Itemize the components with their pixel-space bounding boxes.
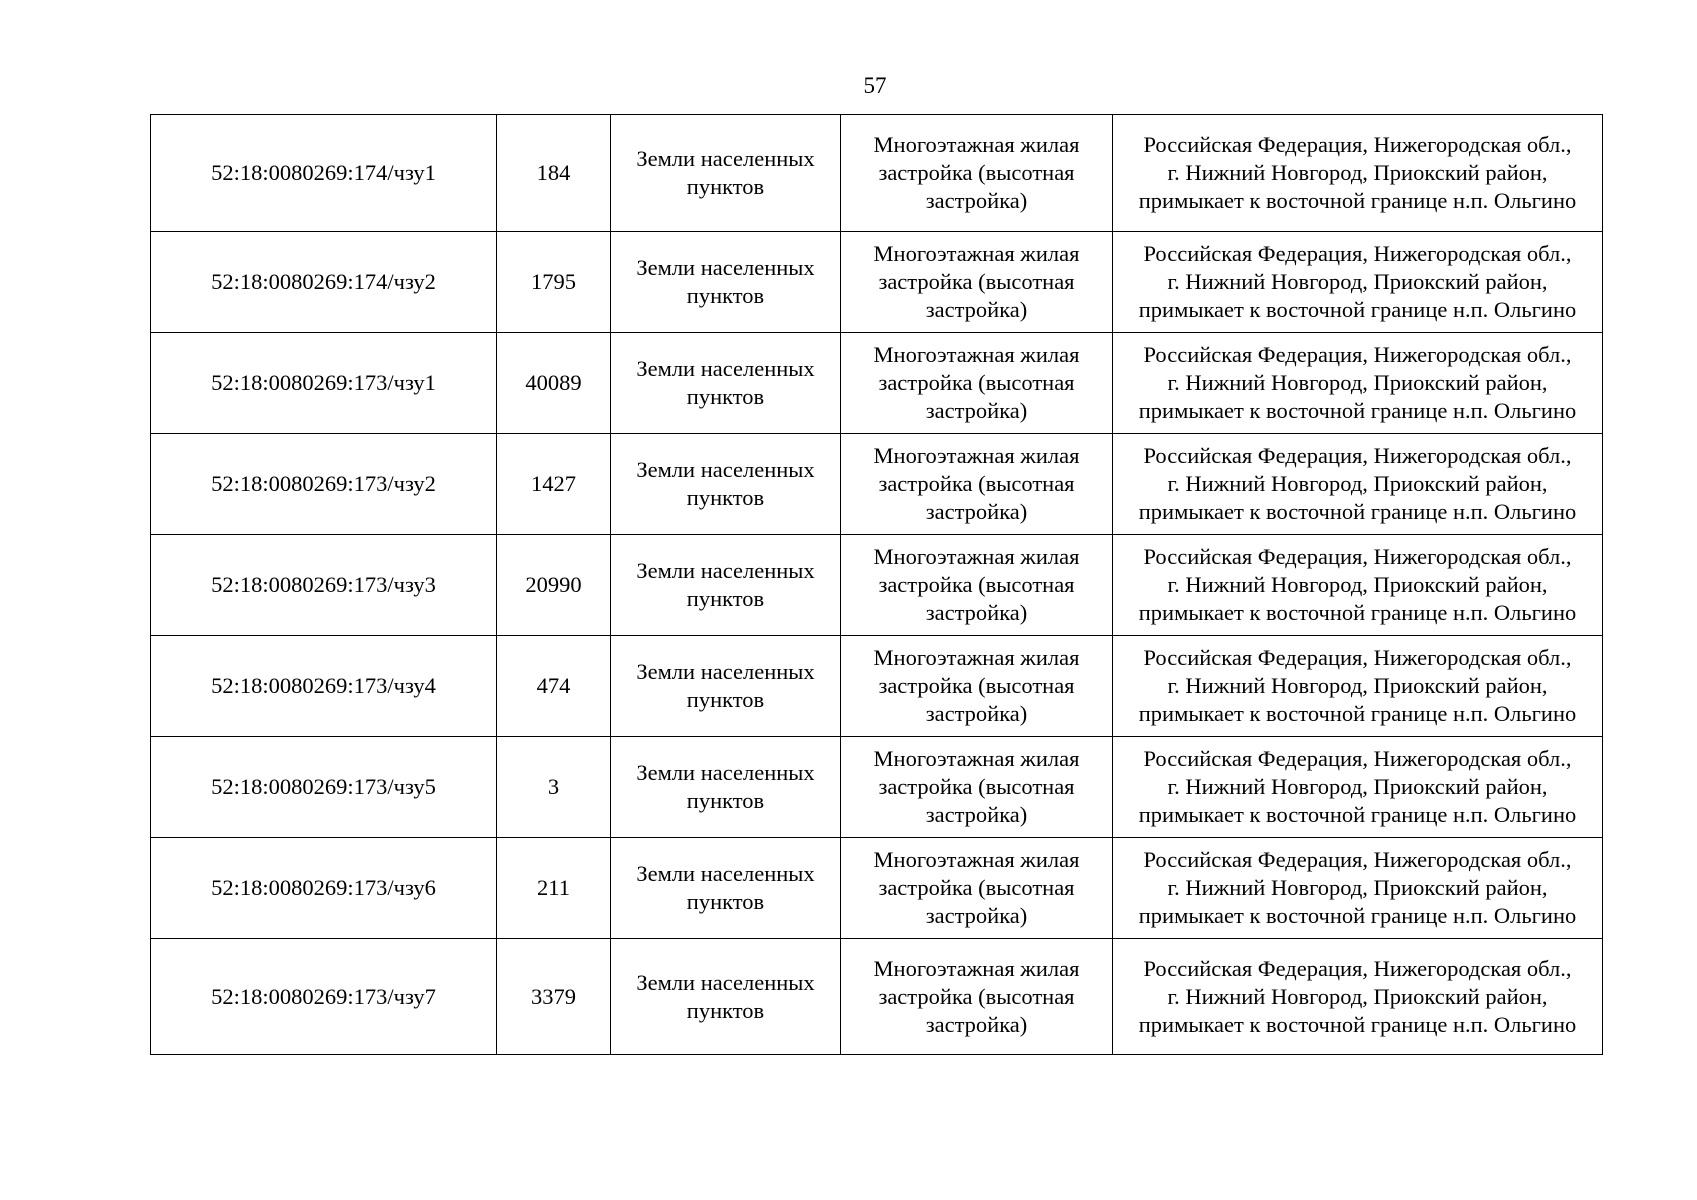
location-line: примыкает к восточной границе н.п. Ольгино — [1138, 701, 1577, 726]
location-line: Российская Федерация, Нижегородская обл., — [1143, 746, 1572, 771]
location-line: г. Нижний Новгород, Приокский район, — [1167, 983, 1548, 1009]
area-cell: 1427 — [497, 434, 611, 535]
location-cell — [1113, 232, 1603, 333]
location-line: Российская Федерация, Нижегородская обл., — [1143, 443, 1572, 468]
category-line: Земли населенных — [636, 861, 815, 886]
use-line: застройка (высотная — [878, 673, 1075, 698]
category-line: пунктов — [686, 687, 765, 712]
use-cell — [841, 939, 1113, 1055]
use-line: Многоэтажная жилая — [873, 847, 1080, 872]
use-line: застройка) — [925, 499, 1028, 524]
use-line: застройка (высотная — [878, 875, 1075, 900]
location-cell — [1113, 333, 1603, 434]
area-cell: 3379 — [497, 939, 611, 1055]
table-row — [151, 115, 1603, 232]
use-line: Многоэтажная жилая — [873, 544, 1080, 569]
table-row — [151, 535, 1603, 636]
location-line: примыкает к восточной границе н.п. Ольгино — [1138, 600, 1577, 625]
plot-id-cell: 52:18:0080269:173/чзу3 — [151, 535, 497, 636]
use-line: застройка) — [925, 1011, 1028, 1037]
location-line: г. Нижний Новгород, Приокский район, — [1167, 160, 1548, 185]
location-cell — [1113, 939, 1603, 1055]
location-line: Российская Федерация, Нижегородская обл., — [1143, 544, 1572, 569]
use-line: застройка) — [925, 903, 1028, 928]
location-cell — [1113, 115, 1603, 232]
use-line: Многоэтажная жилая — [873, 645, 1080, 670]
plot-id-cell: 52:18:0080269:174/чзу2 — [151, 232, 497, 333]
category-cell — [611, 838, 841, 939]
table-row — [151, 737, 1603, 838]
category-cell — [611, 115, 841, 232]
use-line: Многоэтажная жилая — [873, 955, 1080, 981]
table-row — [151, 939, 1603, 1055]
area-cell: 184 — [497, 115, 611, 232]
location-cell — [1113, 636, 1603, 737]
use-cell — [841, 232, 1113, 333]
table-row — [151, 636, 1603, 737]
category-line: Земли населенных — [636, 457, 815, 482]
use-cell — [841, 737, 1113, 838]
use-cell — [841, 636, 1113, 737]
location-line: примыкает к восточной границе н.п. Ольгино — [1138, 903, 1577, 928]
area-cell: 1795 — [497, 232, 611, 333]
use-line: Многоэтажная жилая — [873, 342, 1080, 367]
use-line: застройка (высотная — [878, 774, 1075, 799]
location-cell — [1113, 838, 1603, 939]
category-cell — [611, 333, 841, 434]
category-line: пунктов — [686, 283, 765, 308]
location-line: г. Нижний Новгород, Приокский район, — [1167, 370, 1548, 395]
page-number: 57 — [863, 73, 887, 98]
table-row — [151, 838, 1603, 939]
use-line: застройка (высотная — [878, 370, 1075, 395]
location-cell — [1113, 434, 1603, 535]
location-line: г. Нижний Новгород, Приокский район, — [1167, 875, 1548, 900]
plot-id-cell: 52:18:0080269:173/чзу5 — [151, 737, 497, 838]
use-line: Многоэтажная жилая — [873, 746, 1080, 771]
use-line: застройка (высотная — [878, 471, 1075, 496]
plot-id-cell: 52:18:0080269:173/чзу7 — [151, 939, 497, 1055]
location-line: примыкает к восточной границе н.п. Ольгино — [1138, 802, 1577, 827]
category-line: пунктов — [686, 788, 765, 813]
plot-id-cell: 52:18:0080269:173/чзу4 — [151, 636, 497, 737]
use-line: застройка) — [925, 398, 1028, 423]
category-cell — [611, 434, 841, 535]
plot-id-cell: 52:18:0080269:173/чзу6 — [151, 838, 497, 939]
location-line: г. Нижний Новгород, Приокский район, — [1167, 673, 1548, 698]
plot-id-cell: 52:18:0080269:173/чзу2 — [151, 434, 497, 535]
category-cell — [611, 939, 841, 1055]
area-cell: 40089 — [497, 333, 611, 434]
category-line: Земли населенных — [636, 969, 815, 995]
land-plots-table — [150, 114, 1603, 1055]
use-cell — [841, 838, 1113, 939]
category-line: пунктов — [686, 889, 765, 914]
use-cell — [841, 434, 1113, 535]
use-line: застройка) — [925, 297, 1028, 322]
use-line: Многоэтажная жилая — [873, 443, 1080, 468]
location-line: Российская Федерация, Нижегородская обл., — [1143, 955, 1572, 981]
location-line: Российская Федерация, Нижегородская обл., — [1143, 847, 1572, 872]
area-cell: 211 — [497, 838, 611, 939]
use-line: застройка) — [925, 600, 1028, 625]
category-line: Земли населенных — [636, 356, 815, 381]
location-cell — [1113, 737, 1603, 838]
category-line: Земли населенных — [636, 558, 815, 583]
table-row — [151, 232, 1603, 333]
use-cell — [841, 115, 1113, 232]
location-line: г. Нижний Новгород, Приокский район, — [1167, 471, 1548, 496]
plot-id-cell: 52:18:0080269:174/чзу1 — [151, 115, 497, 232]
location-line: Российская Федерация, Нижегородская обл., — [1143, 132, 1572, 157]
location-line: Российская Федерация, Нижегородская обл., — [1143, 342, 1572, 367]
use-line: застройка) — [925, 701, 1028, 726]
use-line: застройка (высотная — [878, 160, 1075, 185]
category-line: пунктов — [686, 174, 765, 199]
location-line: примыкает к восточной границе н.п. Ольгино — [1138, 499, 1577, 524]
location-line: г. Нижний Новгород, Приокский район, — [1167, 269, 1548, 294]
location-line: примыкает к восточной границе н.п. Ольгино — [1138, 398, 1577, 423]
use-line: Многоэтажная жилая — [873, 132, 1080, 157]
location-line: примыкает к восточной границе н.п. Ольгино — [1138, 297, 1577, 322]
category-cell — [611, 737, 841, 838]
location-cell — [1113, 535, 1603, 636]
category-line: пунктов — [686, 997, 765, 1023]
use-cell — [841, 333, 1113, 434]
location-line: г. Нижний Новгород, Приокский район, — [1167, 572, 1548, 597]
category-cell — [611, 535, 841, 636]
category-line: Земли населенных — [636, 255, 815, 280]
category-line: пунктов — [686, 384, 765, 409]
category-cell — [611, 636, 841, 737]
location-line: Российская Федерация, Нижегородская обл., — [1143, 241, 1572, 266]
area-cell: 20990 — [497, 535, 611, 636]
table-row — [151, 434, 1603, 535]
use-line: Многоэтажная жилая — [873, 241, 1080, 266]
plot-id-cell: 52:18:0080269:173/чзу1 — [151, 333, 497, 434]
location-line: г. Нижний Новгород, Приокский район, — [1167, 774, 1548, 799]
use-line: застройка) — [925, 802, 1028, 827]
area-cell: 474 — [497, 636, 611, 737]
use-line: застройка (высотная — [878, 572, 1075, 597]
category-line: пунктов — [686, 586, 765, 611]
use-line: застройка (высотная — [878, 269, 1075, 294]
use-line: застройка) — [925, 188, 1028, 213]
category-cell — [611, 232, 841, 333]
table-row — [151, 333, 1603, 434]
use-cell — [841, 535, 1113, 636]
location-line: Российская Федерация, Нижегородская обл., — [1143, 645, 1572, 670]
area-cell: 3 — [497, 737, 611, 838]
category-line: пунктов — [686, 485, 765, 510]
category-line: Земли населенных — [636, 146, 815, 171]
category-line: Земли населенных — [636, 659, 815, 684]
use-line: застройка (высотная — [878, 983, 1075, 1009]
location-line: примыкает к восточной границе н.п. Ольгино — [1138, 188, 1577, 213]
category-line: Земли населенных — [636, 760, 815, 785]
location-line: примыкает к восточной границе н.п. Ольгино — [1138, 1011, 1577, 1037]
